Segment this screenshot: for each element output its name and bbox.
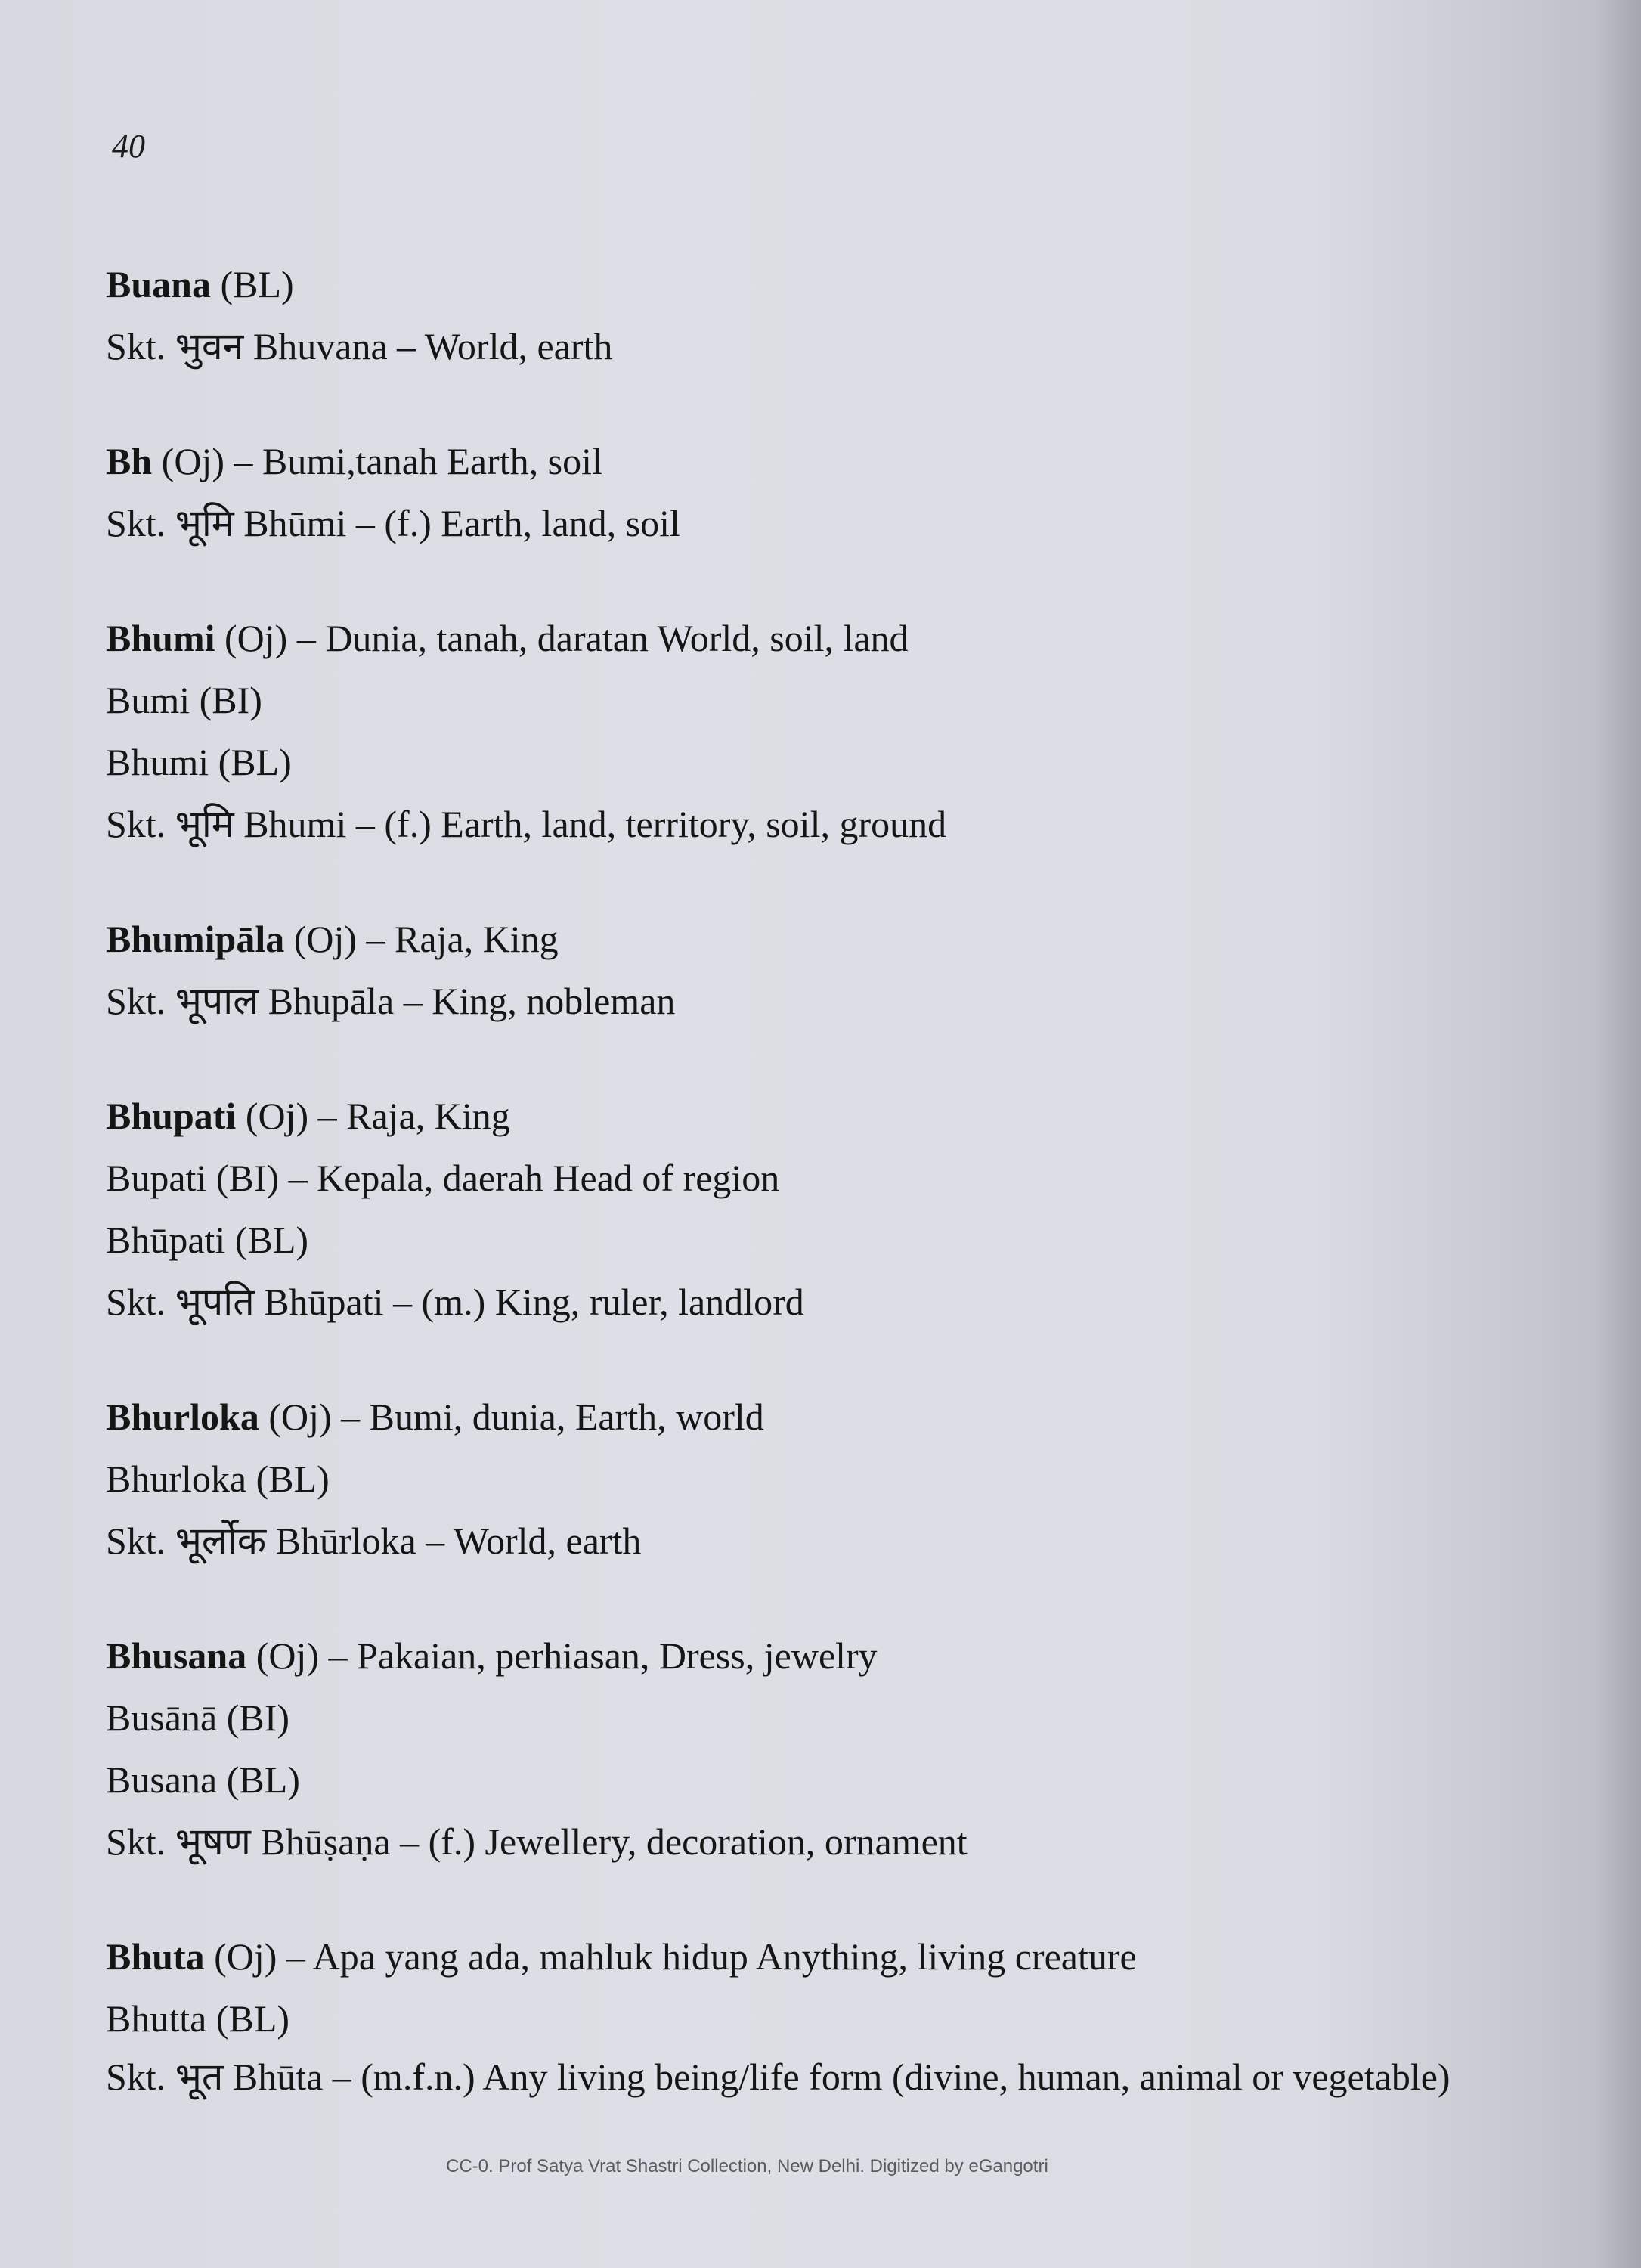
headword: Bhurloka [106,1396,259,1438]
entry-line [106,1749,1497,1811]
headword: Bhusana [106,1634,247,1677]
entry-line [106,1988,1497,2050]
headword: Bhumi [106,617,215,659]
entry-text: Bupati (BI) – Kepala, daerah Head of region [106,1157,780,1199]
entry-line [106,1209,1497,1271]
entry-line [106,1271,1497,1333]
headword: Bhupati [106,1095,237,1137]
entry-text: Busānā (BI) [106,1696,289,1739]
entry-headword-line [106,1085,1497,1147]
entry-text: (BL) [210,263,294,305]
entry-headword-line [106,430,1497,492]
entry-line [106,315,1497,377]
entry-text: (Oj) – Bumi,tanah Earth, soil [152,440,602,482]
headword: Bh [106,440,153,482]
entry-text: Bhurloka (BL) [106,1458,330,1500]
glossary-entry [106,1085,1497,1333]
entry-line [106,492,1497,554]
entry-text: Bhūpati (BL) [106,1219,309,1261]
entry-headword-line [106,253,1497,315]
entry-line [106,1448,1497,1510]
entry-headword-line [106,1386,1497,1448]
entry-line [106,731,1497,793]
page-edge-shadow [1596,0,1641,2268]
entry-text: Skt. भूषण Bhūṣaṇa – (f.) Jewellery, decoration, ornament [106,1820,968,1863]
entry-line [106,669,1497,731]
entry-line [106,1510,1497,1572]
entry-text: Skt. भूत Bhūta – (m.f.n.) Any living being/life form (divine, human, animal or vegetable) [106,2056,1451,2098]
entry-text: (Oj) – Apa yang ada, mahluk hidup Anything, living creature [204,1935,1137,1978]
entry-text: (Oj) – Bumi, dunia, Earth, world [259,1396,764,1438]
digitization-footer: CC-0. Prof Satya Vrat Shastri Collection, New Delhi. Digitized by eGangotri [446,2156,1048,2177]
entry-line [106,1147,1497,1209]
glossary-entries [106,253,1497,2157]
entry-text: Busana (BL) [106,1758,300,1801]
glossary-entry [106,1926,1497,2104]
glossary-entry [106,1625,1497,1873]
entry-text: Bumi (BI) [106,679,262,721]
entry-line [106,793,1497,855]
entry-text: Bhutta (BL) [106,1997,290,2040]
glossary-entry [106,430,1497,554]
entry-headword-line [106,1926,1497,1988]
headword: Bhuta [106,1935,205,1978]
headword: Bhumipāla [106,918,285,960]
page-number: 40 [112,128,145,165]
glossary-entry [106,253,1497,377]
entry-line [106,1687,1497,1749]
entry-line [106,2050,1497,2104]
entry-text: (Oj) – Raja, King [236,1095,510,1137]
entry-text: (Oj) – Dunia, tanah, daratan World, soil, land [215,617,909,659]
entry-headword-line [106,607,1497,669]
entry-text: Skt. भूमि Bhūmi – (f.) Earth, land, soil [106,502,680,544]
glossary-entry [106,607,1497,855]
glossary-entry [106,1386,1497,1572]
entry-text: Skt. भूपति Bhūpati – (m.) King, ruler, landlord [106,1281,804,1323]
entry-text: Skt. भूर्लोक Bhūrloka – World, earth [106,1520,642,1562]
entry-text: (Oj) – Raja, King [284,918,559,960]
entry-headword-line [106,908,1497,970]
headword: Buana [106,263,211,305]
entry-headword-line [106,1625,1497,1687]
entry-text: Skt. भूमि Bhumi – (f.) Earth, land, territory, soil, ground [106,803,947,845]
entry-text: Bhumi (BL) [106,741,292,783]
entry-text: Skt. भूपाल Bhupāla – King, nobleman [106,980,676,1022]
entry-line [106,1811,1497,1873]
entry-line [106,970,1497,1032]
entry-text: Skt. भुवन Bhuvana – World, earth [106,325,613,367]
glossary-entry [106,908,1497,1032]
entry-text: (Oj) – Pakaian, perhiasan, Dress, jewelry [246,1634,878,1677]
